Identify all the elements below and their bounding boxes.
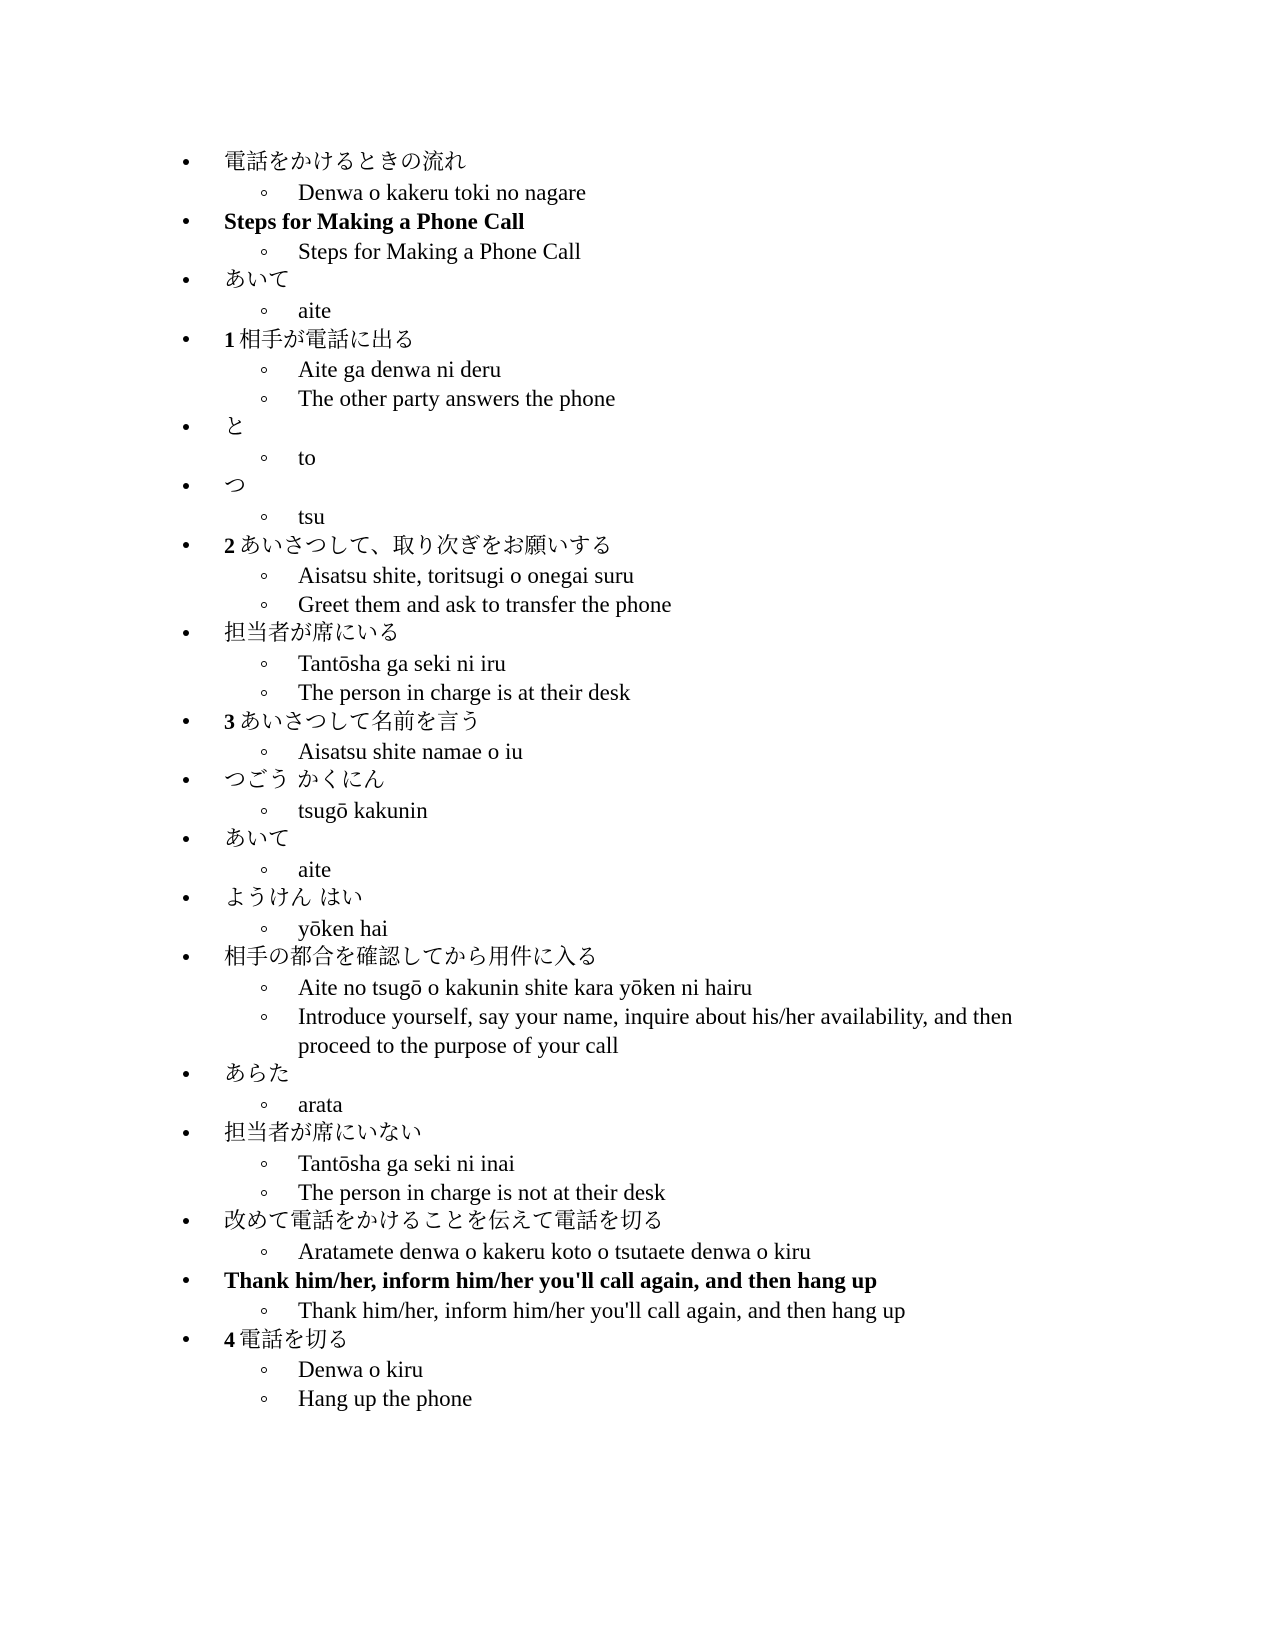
item-heading-text: あいさつして、取り次ぎをお願いする [239, 534, 613, 559]
item-heading: Thank him/her, inform him/her you'll call again, and then hang up [224, 1268, 878, 1293]
bullet-icon [183, 542, 189, 548]
circle-bullet-icon [261, 455, 267, 461]
step-number: 3 [224, 709, 235, 734]
circle-bullet-icon [261, 808, 267, 814]
sub-item [224, 1002, 1088, 1060]
circle-bullet-icon [261, 867, 267, 873]
list-item [0, 148, 1275, 207]
list-item [0, 825, 1275, 884]
circle-bullet-icon [261, 926, 267, 932]
sub-item-text: Aisatsu shite namae o iu [298, 739, 523, 764]
sub-list [224, 649, 1275, 707]
sub-item-text: Aisatsu shite, toritsugi o onegai suru [298, 563, 635, 588]
sub-item [224, 1355, 1088, 1384]
sub-item-text: Steps for Making a Phone Call [298, 239, 581, 264]
circle-bullet-icon [261, 367, 267, 373]
item-heading-text: あいさつして名前を言う [239, 710, 482, 735]
bullet-icon [183, 718, 189, 724]
item-heading: 改めて電話をかけることを伝えて電話を切る [224, 1209, 665, 1234]
sub-item-text: The person in charge is at their desk [298, 680, 631, 705]
sub-item [224, 178, 1088, 207]
sub-list [224, 737, 1275, 766]
bullet-icon [183, 277, 189, 283]
item-heading-text: 相手が電話に出る [239, 328, 416, 353]
sub-list [224, 1090, 1275, 1119]
sub-item-text: Thank him/her, inform him/her you'll call again, and then hang up [298, 1298, 906, 1323]
sub-list [224, 443, 1275, 472]
bullet-icon [183, 836, 189, 842]
item-heading: あらた [224, 1062, 291, 1087]
circle-bullet-icon [261, 1102, 267, 1108]
circle-bullet-icon [261, 1249, 267, 1255]
item-heading: つ [224, 474, 247, 499]
sub-list [224, 178, 1275, 207]
sub-item-text: yōken hai [298, 916, 389, 941]
sub-item-text: Greet them and ask to transfer the phone [298, 592, 672, 617]
sub-item [224, 1178, 1088, 1207]
bullet-icon [183, 1071, 189, 1077]
list-item [0, 266, 1275, 325]
item-heading: Steps for Making a Phone Call [224, 209, 525, 234]
sub-item [224, 561, 1088, 590]
circle-bullet-icon [261, 396, 267, 402]
circle-bullet-icon [261, 573, 267, 579]
sub-item [224, 1090, 1088, 1119]
circle-bullet-icon [261, 985, 267, 991]
item-heading: と [224, 415, 247, 440]
bullet-icon [183, 630, 189, 636]
sub-item [224, 973, 1088, 1002]
bullet-icon [183, 218, 189, 224]
list-item [0, 766, 1275, 825]
sub-list [224, 1237, 1275, 1266]
sub-item-text: arata [298, 1092, 343, 1117]
sub-list [224, 1355, 1275, 1413]
bullet-icon [183, 483, 189, 489]
sub-item-text: Aratamete denwa o kakeru koto o tsutaete denwa o kiru [298, 1239, 811, 1264]
item-heading: 電話をかけるときの流れ [224, 150, 467, 175]
sub-list [224, 561, 1275, 619]
sub-item [224, 355, 1088, 384]
list-item [0, 707, 1275, 766]
item-heading [224, 531, 1275, 561]
sub-item-text: Aite ga denwa ni deru [298, 357, 502, 382]
sub-list [224, 914, 1275, 943]
item-heading [224, 325, 1275, 355]
sub-item [224, 649, 1088, 678]
circle-bullet-icon [261, 661, 267, 667]
list-item [0, 619, 1275, 707]
sub-item-text: aite [298, 298, 332, 323]
item-heading [224, 707, 1275, 737]
sub-item-text: Aite no tsugō o kakunin shite kara yōken ni hairu [298, 975, 753, 1000]
sub-item-text: Tantōsha ga seki ni inai [298, 1151, 515, 1176]
list-item [0, 884, 1275, 943]
circle-bullet-icon [261, 1014, 267, 1020]
step-number: 1 [224, 327, 235, 352]
sub-item [224, 384, 1088, 413]
circle-bullet-icon [261, 514, 267, 520]
list-item [0, 1325, 1275, 1413]
item-heading: あいて [224, 827, 291, 852]
sub-list [224, 796, 1275, 825]
sub-item [224, 796, 1088, 825]
sub-list [224, 1149, 1275, 1207]
list-item [0, 1207, 1275, 1266]
sub-item-text: to [298, 445, 316, 470]
sub-item [224, 855, 1088, 884]
sub-item [224, 1237, 1088, 1266]
circle-bullet-icon [261, 602, 267, 608]
item-heading: あいて [224, 268, 291, 293]
item-heading [224, 1325, 1275, 1355]
sub-item [224, 502, 1088, 531]
list-item [0, 1060, 1275, 1119]
sub-item [224, 443, 1088, 472]
circle-bullet-icon [261, 1190, 267, 1196]
sub-item-text: Introduce yourself, say your name, inquire about his/her availability, and then proceed to the purpose of your call [298, 1004, 1013, 1058]
sub-item-text: The person in charge is not at their desk [298, 1180, 666, 1205]
circle-bullet-icon [261, 749, 267, 755]
circle-bullet-icon [261, 1161, 267, 1167]
list-item [0, 207, 1275, 266]
bullet-icon [183, 777, 189, 783]
list-item [0, 413, 1275, 472]
list-item [0, 472, 1275, 531]
sub-item [224, 296, 1088, 325]
sub-list [224, 355, 1275, 413]
sub-list [224, 502, 1275, 531]
list-item [0, 325, 1275, 413]
bullet-icon [183, 336, 189, 342]
sub-list [224, 1296, 1275, 1325]
sub-item [224, 590, 1088, 619]
sub-item [224, 1149, 1088, 1178]
step-number: 4 [224, 1327, 235, 1352]
sub-list [224, 237, 1275, 266]
item-heading-text: 電話を切る [239, 1328, 350, 1353]
list-item [0, 943, 1275, 1060]
sub-item [224, 1384, 1088, 1413]
item-heading: 担当者が席にいる [224, 621, 401, 646]
circle-bullet-icon [261, 1308, 267, 1314]
item-heading: ようけん はい [224, 886, 363, 911]
sub-item [224, 678, 1088, 707]
list-item [0, 1266, 1275, 1325]
sub-item-text: Tantōsha ga seki ni iru [298, 651, 506, 676]
sub-item-text: tsu [298, 504, 325, 529]
sub-item-text: tsugō kakunin [298, 798, 428, 823]
circle-bullet-icon [261, 308, 267, 314]
list-item [0, 1119, 1275, 1207]
bullet-icon [183, 424, 189, 430]
phone-call-steps-list [0, 148, 1275, 1413]
circle-bullet-icon [261, 1367, 267, 1373]
bullet-icon [183, 1130, 189, 1136]
list-item [0, 531, 1275, 619]
sub-item [224, 1296, 1088, 1325]
bullet-icon [183, 1218, 189, 1224]
item-heading: つごう かくにん [224, 768, 385, 793]
circle-bullet-icon [261, 690, 267, 696]
sub-item [224, 237, 1088, 266]
sub-item-text: Denwa o kakeru toki no nagare [298, 180, 587, 205]
circle-bullet-icon [261, 1396, 267, 1402]
item-heading: 担当者が席にいない [224, 1121, 423, 1146]
bullet-icon [183, 159, 189, 165]
sub-item-text: Denwa o kiru [298, 1357, 424, 1382]
sub-list [224, 296, 1275, 325]
bullet-icon [183, 1336, 189, 1342]
sub-item-text: The other party answers the phone [298, 386, 616, 411]
circle-bullet-icon [261, 249, 267, 255]
sub-item-text: Hang up the phone [298, 1386, 473, 1411]
sub-item [224, 914, 1088, 943]
sub-list [224, 855, 1275, 884]
step-number: 2 [224, 533, 235, 558]
sub-item [224, 737, 1088, 766]
item-heading: 相手の都合を確認してから用件に入る [224, 945, 599, 970]
bullet-icon [183, 1277, 189, 1283]
sub-item-text: aite [298, 857, 332, 882]
sub-list [224, 973, 1275, 1060]
bullet-icon [183, 954, 189, 960]
bullet-icon [183, 895, 189, 901]
circle-bullet-icon [261, 190, 267, 196]
